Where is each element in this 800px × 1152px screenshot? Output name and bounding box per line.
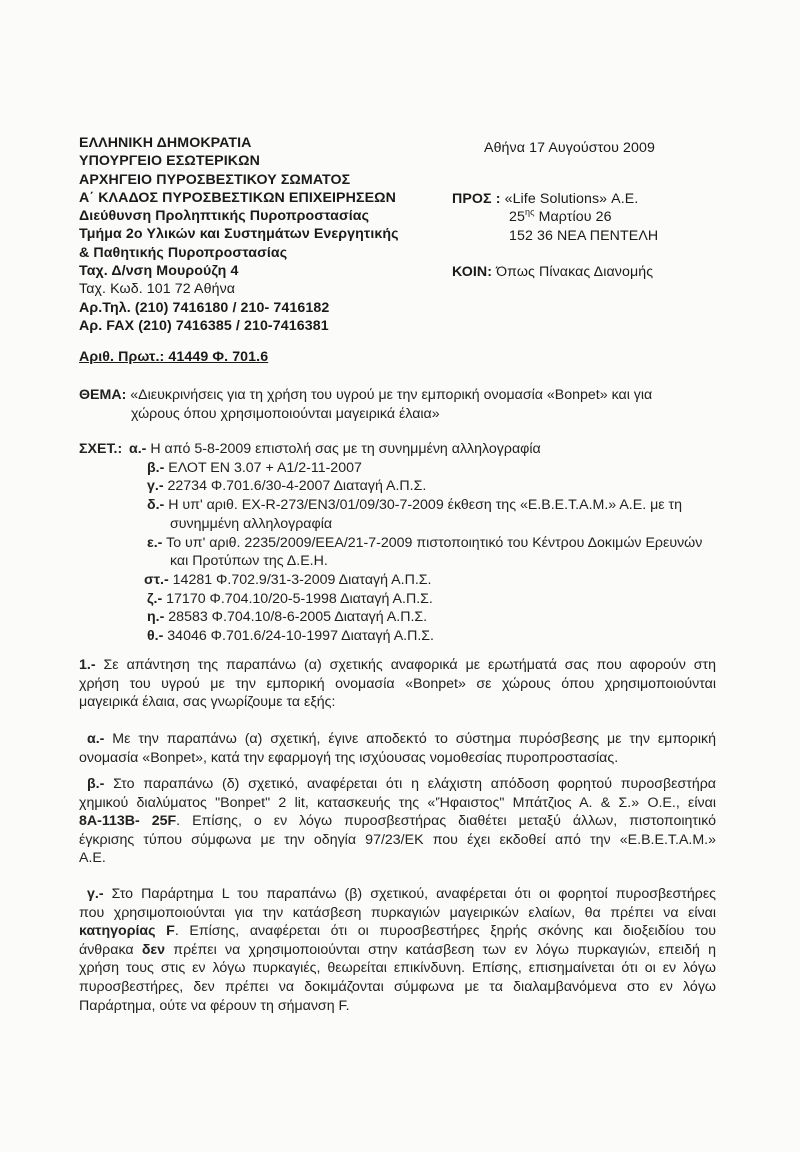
reference-key: ζ.- [147, 590, 163, 607]
address-sup: ης [524, 207, 535, 218]
postcode: 152 36 ΝΕΑ ΠΕΝΤΕΛΗ [509, 227, 659, 244]
sender-line: Διεύθυνση Προληπτικής Πυροπροστασίας [79, 208, 370, 225]
reference-item [129, 552, 702, 571]
paragraph-line: χρήση του υγρού με την εμπορική ονομασία «Bonpet» σε χώρους όπου χρησιμοποιούνται [79, 675, 716, 692]
subject-label: ΘΕΜΑ: [79, 387, 127, 403]
references-list [129, 440, 702, 646]
paragraph-line: πυροσβεστήρες, δεν πρέπει να δοκιμάζονται σύμφωνα με τα διαλαμβανόμενα στο εν λόγω [79, 978, 716, 995]
references-label: ΣΧΕΤ.: [79, 441, 123, 457]
address-rest: Μαρτίου 26 [534, 209, 612, 226]
paragraph-line: μαγειρικά έλαια, σας γνωρίζουμε τα εξής: [79, 694, 336, 711]
reference-item [129, 608, 702, 627]
sender-line: Α΄ ΚΛΑΔΟΣ ΠΥΡΟΣΒΕΣΤΙΚΩΝ ΕΠΙΧΕΙΡΗΣΕΩΝ [79, 189, 396, 206]
reference-key: β.- [147, 459, 165, 476]
sender-line: ΥΠΟΥΡΓΕΙΟ ΕΣΩΤΕΡΙΚΩΝ [79, 153, 260, 170]
subject [79, 386, 652, 423]
reference-item [129, 459, 702, 478]
reference-text: Η από 5-8-2009 επιστολή σας με τη συνημμένη αλληλογραφία [146, 441, 541, 457]
to-label: ΠΡΟΣ : [452, 191, 501, 207]
paragraph-line: Σε απάντηση της παραπάνω (α) σχετικής αναφορικά με ερωτήματά σας που αφορούν στη [95, 657, 716, 673]
reference-key: ε.- [147, 534, 163, 551]
reference-item [129, 571, 702, 590]
paragraph-line: . Επίσης, ο εν λόγω πυροσβεστήρας διαθέτει μεταξύ άλλων, πιστοποιητικό [176, 813, 717, 830]
sender-line: Αρ. FAX (210) 7416385 / 210-7416381 [79, 317, 329, 334]
reference-item [129, 440, 702, 459]
paragraph-line: άνθρακα [79, 941, 142, 958]
sender-line: Ταχ. Κωδ. 101 72 Αθήνα [79, 281, 236, 298]
paragraph-number: γ.- [87, 886, 104, 902]
sender-line: ΑΡΧΗΓΕΙΟ ΠΥΡΟΣΒΕΣΤΙΚΟΥ ΣΩΜΑΤΟΣ [79, 171, 351, 188]
reference-item [129, 590, 702, 609]
paragraph-line: που χρησιμοποιούνται για την κατάσβεση πυρκαγιών μαγειρικών ελαίων, θα πρέπει να είναι [79, 904, 716, 921]
protocol-number: Αριθ. Πρωτ.: 41449 Φ. 701.6 [79, 349, 269, 365]
reference-key: θ.- [147, 628, 164, 645]
reference-item [129, 627, 702, 646]
reference-item [129, 515, 702, 534]
paragraph-b [79, 775, 716, 868]
emphasis-not: δεν [141, 941, 166, 958]
sender-line: ΕΛΛΗΝΙΚΗ ΔΗΜΟΚΡΑΤΙΑ [79, 135, 252, 151]
paragraph-1 [79, 656, 716, 712]
cc-value: Όπως Πίνακας Διανομής [492, 264, 654, 280]
paragraph-line: Με την παραπάνω (α) σχετική, έγινε αποδεκτό το σύστημα πυρόσβεσης με την εμπορική [104, 731, 716, 747]
paragraph-line: Στο Παράρτημα L του παραπάνω (β) σχετικού, αναφέρεται ότι οι φορητοί πυροσβεστήρες [103, 886, 716, 902]
reference-text: και Προτύπων της Δ.Ε.Η. [170, 553, 328, 570]
subject-line: χώρους όπου χρησιμοποιούνται μαγειρικά έλαια» [131, 405, 440, 422]
reference-text: 14281 Φ.702.9/31-3-2009 Διαταγή Α.Π.Σ. [168, 571, 432, 588]
paragraph-number: α.- [87, 731, 105, 747]
paragraph-line: ονομασία «Bonpet», κατά την εφαρμογή της ισχύουσας νομοθεσίας πυροπροστασίας. [79, 749, 619, 766]
sender-line: Αρ.Τηλ. (210) 7416180 / 210- 7416182 [79, 299, 330, 316]
reference-text: 28583 Φ.704.10/8-6-2005 Διαταγή Α.Π.Σ. [164, 609, 428, 626]
reference-text: 34046 Φ.701.6/24-10-1997 Διαταγή Α.Π.Σ. [163, 628, 434, 645]
paragraph-line: Στο παραπάνω (δ) σχετικό, αναφέρεται ότι η ελάχιστη απόδοση φορητού πυροσβεστήρα [104, 776, 716, 792]
reference-item [129, 496, 702, 515]
rating-code: 8A-113B- 25F [79, 813, 177, 830]
paragraph-line: χρήση τους στις εν λόγω πυρκαγιές, θεωρείται επικίνδυνη. Επίσης, επισημαίνεται ότι οι εν λόγω [79, 960, 716, 977]
reference-text: 22734 Φ.701.6/30-4-2007 Διαταγή Α.Π.Σ. [163, 478, 427, 495]
paragraph-line: χημικού διαλύματος "Bonpet" 2 lit, κατασκευής της «'Ήφαιστος" Μπάτζιος Α. & Σ.» Ο.Ε., είναι [79, 794, 716, 811]
sender-line: & Παθητικής Πυροπροστασίας [79, 244, 288, 261]
paragraph-a [79, 730, 716, 767]
paragraph-c [79, 885, 716, 1015]
paragraph-number: 1.- [79, 657, 96, 673]
sender-line: Ταχ. Δ/νση Μουρούζη 4 [79, 263, 239, 280]
reference-key: γ.- [147, 478, 164, 495]
document-date: Αθήνα 17 Αυγούστου 2009 [484, 140, 655, 156]
to-name: «Life Solutions» Α.Ε. [504, 191, 639, 207]
reference-text: ΕΛΟΤ ΕΝ 3.07 + Α1/2-11-2007 [164, 459, 362, 476]
reference-item [129, 477, 702, 496]
paragraph-line: έγκρισης τύπου σύμφωνα με την οδηγία 97/23/ΕΚ που έχει εκδοθεί από την «Ε.Β.Ε.Τ.Α.Μ.» [79, 831, 716, 848]
reference-text: συνημμένη αλληλογραφία [170, 515, 333, 532]
sender-block [79, 134, 399, 335]
paragraph-line: Παράρτημα, ούτε να φέρουν τη σήμανση F. [79, 997, 350, 1014]
reference-key: στ.- [144, 571, 169, 588]
sender-line: Τμήμα 2ο Υλικών και Συστημάτων Ενεργητικής [79, 226, 399, 243]
cc-label: ΚΟΙΝ: [452, 264, 493, 280]
category-label: κατηγορίας F [79, 923, 175, 940]
recipient-block [452, 190, 658, 245]
reference-key: α.- [129, 441, 147, 457]
cc-line [452, 263, 653, 281]
reference-key: δ.- [147, 497, 165, 514]
paragraph-number: β.- [87, 776, 105, 792]
reference-text: Το υπ' αριθ. 2235/2009/ΕΕΑ/21-7-2009 πιστοποιητικό του Κέντρου Δοκιμών Ερευνών [162, 534, 703, 551]
address-num: 25 [509, 209, 525, 226]
subject-line: «Διευκρινήσεις για τη χρήση του υγρού με την εμπορική ονομασία «Bonpet» και για [130, 387, 653, 403]
reference-key: η.- [147, 609, 165, 626]
reference-text: 17170 Φ.704.10/20-5-1998 Διαταγή Α.Π.Σ. [162, 590, 433, 607]
paragraph-line: Α.Ε. [79, 850, 106, 867]
paragraph-line: . Επίσης, αναφέρεται ότι οι πυροσβεστήρες ξηρής σκόνης και διοξειδίου του [174, 923, 716, 940]
paragraph-line: πρέπει να χρησιμοποιούνται στην κατάσβεση των εν λόγω πυρκαγιών, επειδή η [165, 941, 716, 958]
reference-text: Η υπ' αριθ. EX-R-273/ΕΝ3/01/09/30-7-2009 έκθεση της «Ε.Β.Ε.Τ.Α.Μ.» Α.Ε. με τη [164, 497, 683, 514]
reference-item [129, 534, 702, 553]
